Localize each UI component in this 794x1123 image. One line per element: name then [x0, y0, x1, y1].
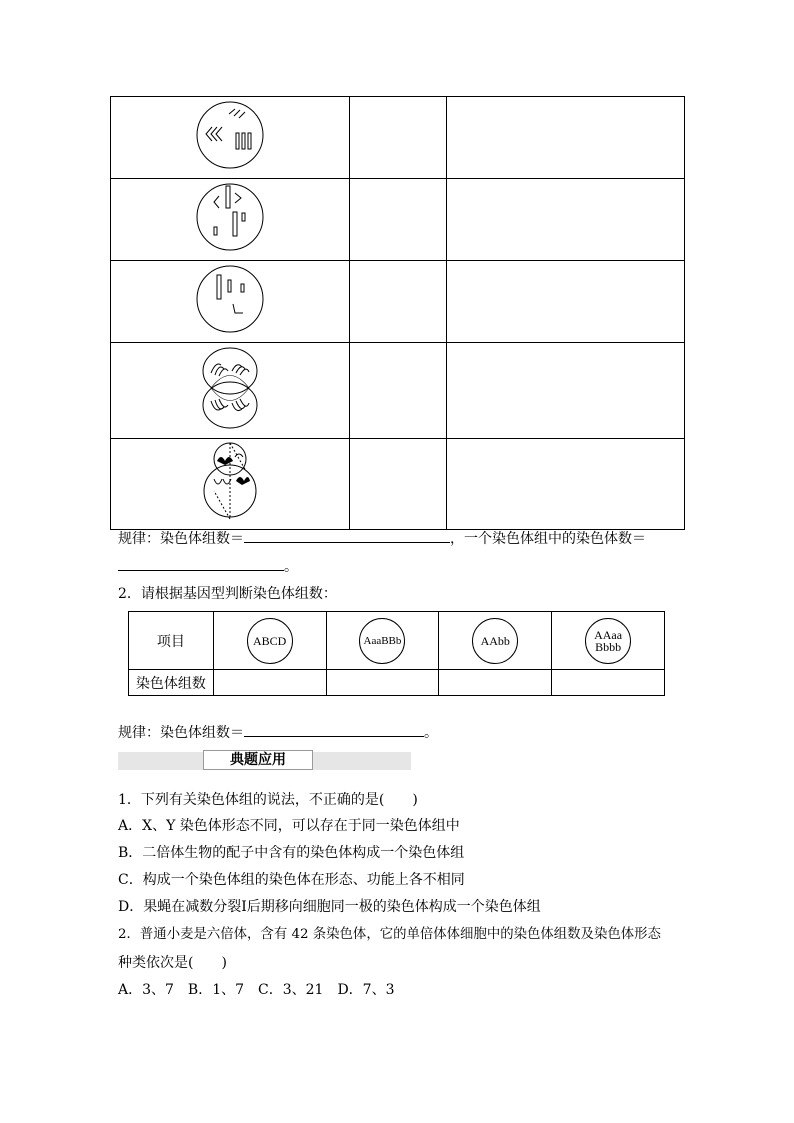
- cell-image-1: [111, 97, 350, 179]
- cell-diagram-4: [111, 343, 349, 434]
- rule1-end: 。: [284, 559, 298, 575]
- genotype-table: [128, 611, 665, 696]
- rule1-middle: ，一个染色体组中的染色体数＝: [450, 531, 646, 547]
- answer-cell[interactable]: [552, 670, 665, 696]
- cell-diagram-2: [111, 179, 349, 256]
- genotype-circle: [472, 618, 518, 664]
- genotype-cell: [213, 612, 326, 670]
- genotype-text: AaaBBb: [363, 634, 402, 647]
- cell-diagram-table: [110, 96, 685, 530]
- answer-cell[interactable]: [350, 97, 447, 179]
- genotype-text: Bbbb: [595, 639, 622, 654]
- answer-cell[interactable]: [350, 179, 447, 261]
- cell-diagram-1: [111, 97, 349, 174]
- answer-cell[interactable]: [350, 343, 447, 439]
- cell-diagram-5: [111, 439, 349, 525]
- genotype-text: ABCD: [253, 633, 287, 648]
- cell-image-5: [111, 439, 350, 530]
- rule1-blank-1[interactable]: [244, 528, 450, 543]
- question-1-option-b[interactable]: B．二倍体生物的配子中含有的染色体构成一个染色体组: [118, 845, 465, 861]
- answer-cell[interactable]: [213, 670, 326, 696]
- question-2-stem-line1: 2．普通小麦是六倍体，含有 42 条染色体，它的单倍体体细胞中的染色体组数及染色体形态: [118, 927, 661, 942]
- question-1-option-a[interactable]: A．X、Y 染色体形态不同，可以存在于同一染色体组中: [118, 818, 460, 834]
- genotype-text: AAaa: [594, 627, 623, 642]
- cell-image-4: [111, 343, 350, 439]
- genotype-cell: [552, 612, 665, 670]
- question-1-option-c[interactable]: C．构成一个染色体组的染色体在形态、功能上各不相同: [118, 872, 465, 888]
- answer-cell[interactable]: [447, 439, 685, 530]
- answer-cell[interactable]: [447, 97, 685, 179]
- answer-cell[interactable]: [326, 670, 439, 696]
- genotype-circle: [585, 618, 631, 664]
- answer-cell[interactable]: [447, 179, 685, 261]
- rule1-blank-2[interactable]: [118, 556, 284, 571]
- rule1-line-2: [118, 556, 298, 577]
- header-label: 项目: [129, 612, 214, 670]
- question-2-stem-line2: 种类依次是( ): [118, 955, 227, 971]
- cell-diagram-3: [111, 261, 349, 338]
- genotype-text: AAbb: [480, 633, 510, 648]
- rule2-blank[interactable]: [244, 722, 424, 737]
- question-1-option-d[interactable]: D．果蝇在减数分裂Ⅰ后期移向细胞同一极的染色体构成一个染色体组: [118, 899, 541, 915]
- rule2-label: 规律：染色体组数＝: [118, 725, 244, 741]
- answer-cell[interactable]: [447, 343, 685, 439]
- rule2-line: [118, 722, 438, 743]
- question-2-options[interactable]: A．3、7 B．1、7 C．3、21 D．7、3: [118, 982, 395, 998]
- genotype-circle: [247, 618, 293, 664]
- section-banner: [118, 752, 411, 770]
- cell-image-2: [111, 179, 350, 261]
- rule2-end: 。: [424, 725, 438, 741]
- rule1-label: 规律：染色体组数＝: [118, 531, 244, 547]
- answer-cell[interactable]: [439, 670, 552, 696]
- rule1-line: [118, 528, 646, 549]
- answer-cell[interactable]: [350, 439, 447, 530]
- q2-title: 2．请根据基因型判断染色体组数：: [118, 586, 337, 602]
- question-1-stem: 1．下列有关染色体组的说法，不正确的是( ): [118, 792, 418, 808]
- genotype-circle: [359, 618, 405, 664]
- answer-cell[interactable]: [447, 261, 685, 343]
- section-title: 典题应用: [203, 750, 313, 770]
- genotype-cell: [439, 612, 552, 670]
- genotype-cell: [326, 612, 439, 670]
- cell-image-3: [111, 261, 350, 343]
- row-label: 染色体组数: [129, 670, 214, 696]
- answer-cell[interactable]: [350, 261, 447, 343]
